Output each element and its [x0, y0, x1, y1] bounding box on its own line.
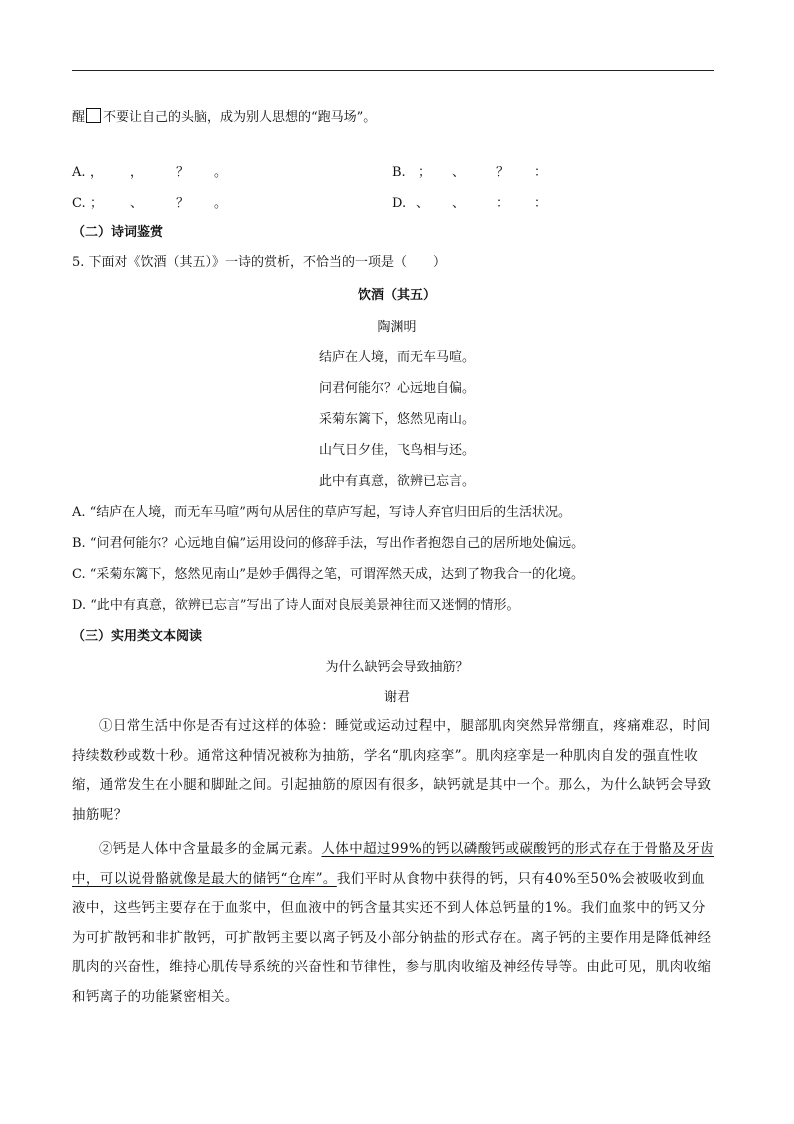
question-5: 5. 下面对《饮酒（其五）》一诗的赏析，不恰当的一项是（ ）: [72, 255, 447, 270]
article-title: 为什么缺钙会导致抽筋？: [325, 660, 469, 675]
section-title-poetry: （二）诗词鉴赏: [72, 225, 164, 240]
q4-option-a[interactable]: [72, 164, 228, 182]
section-title-reading: （三）实用类文本阅读: [72, 629, 203, 644]
q4-option-b[interactable]: [392, 164, 548, 182]
q5-option-c[interactable]: C. “采菊东篱下，悠然见南山”是妙手偶得之笔，可谓浑然天成，达到了物我合一的化境。: [72, 567, 585, 582]
option-mark: ？: [496, 165, 510, 180]
option-mark: 、: [452, 196, 466, 211]
article-paragraph-2: [72, 835, 714, 1013]
option-mark: ：: [496, 196, 510, 211]
q5-option-b[interactable]: B. “问君何能尔？心远地自偏”运用设问的修辞手法，写出作者抱怨自己的居所地处偏远。: [72, 536, 585, 551]
option-mark: ？: [176, 165, 190, 180]
article-author: 谢君: [383, 690, 410, 705]
option-mark: ，: [90, 165, 104, 180]
poem-author: 陶渊明: [377, 320, 417, 335]
article-paragraph-1: ①日常生活中你是否有过这样的体验：睡觉或运动过程中，腿部肌肉突然异常绷直，疼痛难忍，时间持续数秒或数十秒。通常这种情况被称为抽筋，学名“肌肉痉挛”。肌肉痉挛是一种肌肉自发的强直性收缩，通常发生在小腿和脚趾之间。引起抽筋的原因有很多，缺钙就是其中一个。那么，为什么缺钙会导致抽筋呢？: [72, 718, 712, 823]
sentence-post: 不要让自己的头脑，成为别人思想的“跑马场”。: [103, 110, 377, 125]
option-mark: 、: [130, 196, 144, 211]
underlined-sentence: 人体中超过99%的钙以磷酸钙或碳酸钙的形式存在于骨骼及牙齿中，可以说骨骼就像是最大的储钙“仓库”。: [72, 841, 715, 887]
option-mark: ；: [90, 196, 104, 211]
option-label: B.: [392, 165, 406, 180]
option-mark: 、: [452, 165, 466, 180]
option-mark: ；: [418, 165, 432, 180]
sentence-pre: 醒: [72, 110, 86, 125]
option-label: D.: [392, 196, 407, 211]
poem-line: 结庐在人境，而无车马喧。: [318, 350, 475, 365]
option-mark: ，: [130, 165, 144, 180]
option-mark: ：: [534, 196, 548, 211]
paragraph-2-rest: 我们平时从食物中获得的钙，只有40%至50%会被吸收到血液中，这些钙主要存在于血浆中，但血液中的钙含量其实还不到人体总钙量的1%。我们血浆中的钙又分为可扩散钙和非扩散钙，可扩散钙主要以离子钙及小部分钠盐的形式存在。离子钙的主要作用是降低神经肌肉的兴奋性，维持心肌传导系统的兴奋性和节律性，参与肌肉收缩及神经传导等。由此可见，肌肉收缩和钙离子的功能紧密相关。: [72, 870, 712, 1005]
sentence-line: [72, 108, 376, 127]
option-mark: ：: [534, 165, 548, 180]
header-rule: [72, 70, 714, 71]
option-mark: 、: [416, 196, 430, 211]
option-mark: 。: [214, 165, 228, 180]
q4-option-c[interactable]: [72, 195, 228, 213]
q5-option-d[interactable]: D. “此中有真意，欲辨已忘言”写出了诗人面对良辰美景神往而又迷惘的情形。: [72, 598, 520, 613]
poem-title: 饮酒（其五）: [357, 288, 436, 303]
paragraph-2-lead: ②钙是人体中含量最多的金属元素。: [99, 841, 322, 857]
option-mark: ？: [176, 196, 190, 211]
blank-box: [86, 108, 101, 123]
option-label: A.: [72, 165, 86, 180]
poem-line: 问君何能尔？心远地自偏。: [318, 381, 475, 396]
option-label: C.: [72, 196, 86, 211]
option-mark: 。: [214, 196, 228, 211]
poem-line: 采菊东篱下，悠然见南山。: [318, 412, 475, 427]
q5-option-a[interactable]: A. “结庐在人境，而无车马喧”两句从居住的草庐写起，写诗人弃官归田后的生活状况。: [72, 505, 571, 520]
poem-line: 此中有真意，欲辨已忘言。: [318, 474, 475, 489]
q4-option-d[interactable]: [392, 195, 548, 213]
poem-line: 山气日夕佳，飞鸟相与还。: [318, 443, 475, 458]
